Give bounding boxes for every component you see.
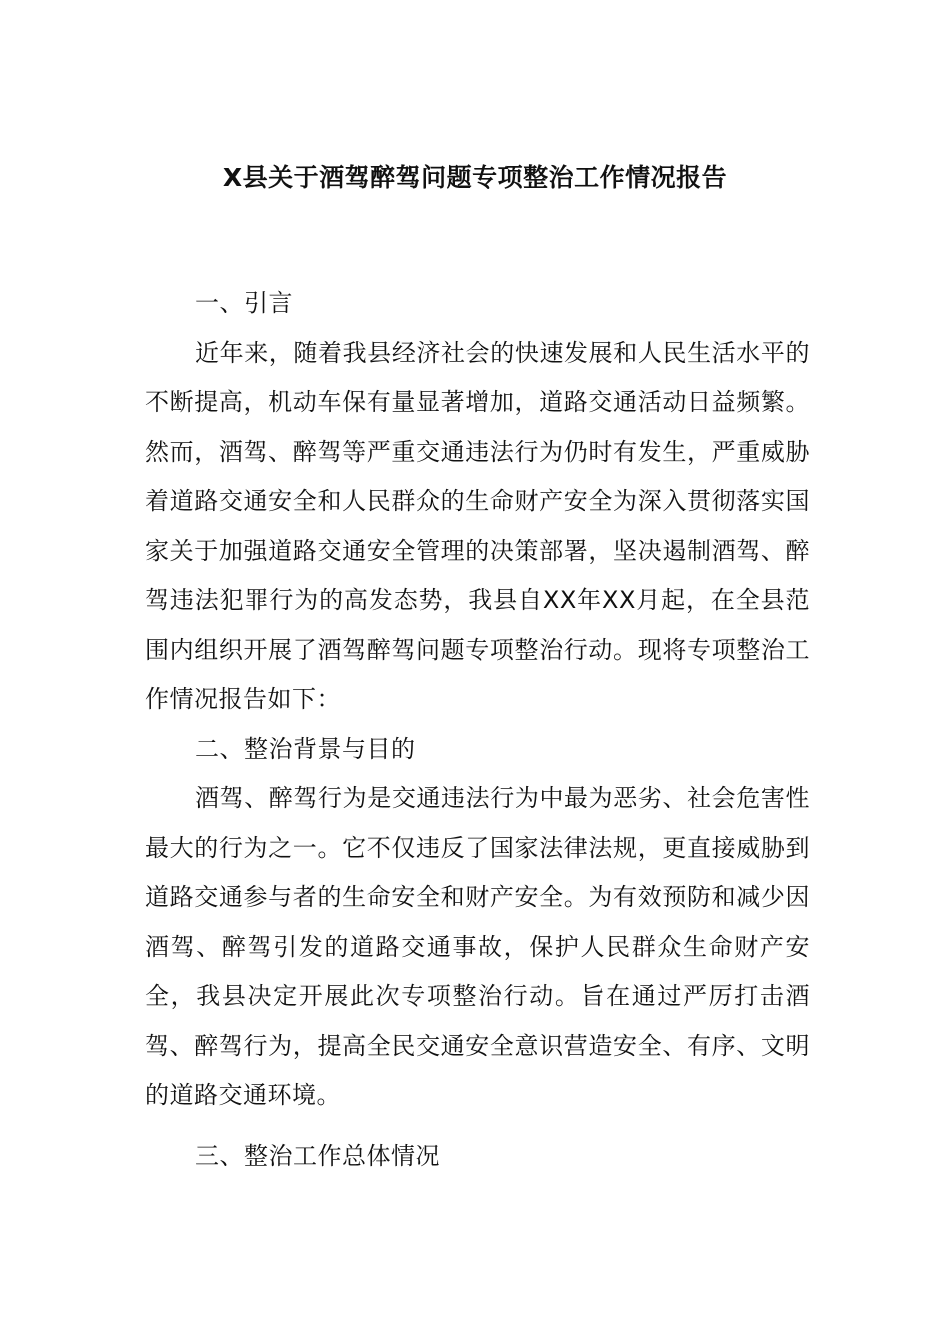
- document-title: X县关于酒驾醉驾问题专项整治工作情况报告: [222, 163, 728, 192]
- section-heading-overview: 三、整治工作总体情况: [195, 1141, 440, 1170]
- section-heading-introduction: 一、引言: [195, 289, 293, 317]
- section-paragraph-introduction: 近年来，随着我县经济社会的快速发展和人民生活水平的不断提高，机动车保有量显著增加，道路交通活动日益频繁。然而，酒驾、醉驾等严重交通违法行为仍时有发生，严重威胁着道路交通安全和人民群众的生命财产安全为深入贯彻落实国家关于加强道路交通安全管理的决策部署，坚决遏制酒驾、醉驾违法犯罪行为的高发态势，我县自XX年XX月起，在全县范围内组织开展了酒驾醉驾问题专项整治行动。现将专项整治工作情况报告如下：: [145, 338, 810, 713]
- section-paragraph-background: 酒驾、醉驾行为是交通违法行为中最为恶劣、社会危害性最大的行为之一。它不仅违反了国家法律法规，更直接威胁到道路交通参与者的生命安全和财产安全。为有效预防和减少因酒驾、醉驾引发的道路交通事故，保护人民群众生命财产安全，我县决定开展此次专项整治行动。旨在通过严厉打击酒驾、醉驾行为，提高全民交通安全意识营造安全、有序、文明的道路交通环境。: [145, 784, 810, 1109]
- section-heading-background: 二、整治背景与目的: [195, 734, 416, 763]
- document-body: [145, 279, 810, 1181]
